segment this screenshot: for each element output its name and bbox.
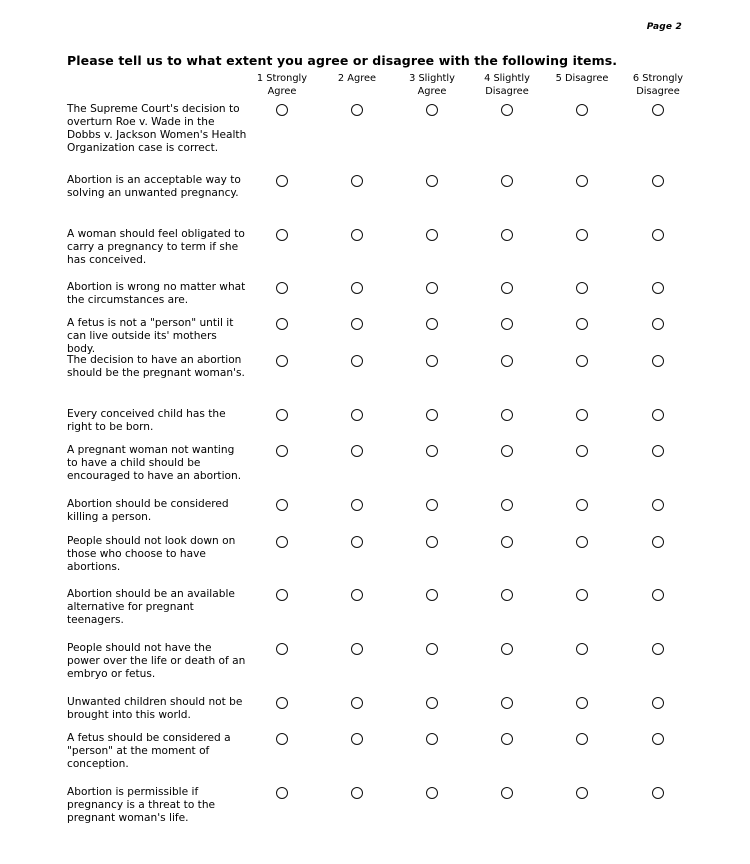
radio-item-7-option-6[interactable] bbox=[652, 409, 664, 421]
radio-item-11-option-3[interactable] bbox=[426, 589, 438, 601]
radio-item-14-option-1[interactable] bbox=[276, 733, 288, 745]
radio-item-4-option-2[interactable] bbox=[351, 282, 363, 294]
radio-item-13-option-1[interactable] bbox=[276, 697, 288, 709]
radio-item-3-option-2[interactable] bbox=[351, 229, 363, 241]
radio-item-11-option-1[interactable] bbox=[276, 589, 288, 601]
radio-item-6-option-2[interactable] bbox=[351, 355, 363, 367]
radio-item-8-option-5[interactable] bbox=[576, 445, 588, 457]
radio-item-15-option-2[interactable] bbox=[351, 787, 363, 799]
radio-item-15-option-1[interactable] bbox=[276, 787, 288, 799]
radio-item-1-option-5[interactable] bbox=[576, 104, 588, 116]
scale-option-label: Agree bbox=[417, 86, 447, 97]
radio-item-2-option-1[interactable] bbox=[276, 175, 288, 187]
item-statement-8: A pregnant woman not wanting to have a child should be encouraged to have an abortion. bbox=[67, 444, 242, 482]
radio-item-4-option-3[interactable] bbox=[426, 282, 438, 294]
radio-item-6-option-4[interactable] bbox=[501, 355, 513, 367]
radio-item-14-option-6[interactable] bbox=[652, 733, 664, 745]
radio-item-12-option-5[interactable] bbox=[576, 643, 588, 655]
item-statement-4: Abortion is wrong no matter what the circumstances are. bbox=[67, 281, 246, 306]
radio-item-13-option-2[interactable] bbox=[351, 697, 363, 709]
radio-item-1-option-1[interactable] bbox=[276, 104, 288, 116]
radio-item-14-option-5[interactable] bbox=[576, 733, 588, 745]
radio-item-3-option-3[interactable] bbox=[426, 229, 438, 241]
radio-item-15-option-6[interactable] bbox=[652, 787, 664, 799]
radio-item-10-option-4[interactable] bbox=[501, 536, 513, 548]
scale-option-header-5 bbox=[542, 72, 622, 85]
radio-item-7-option-1[interactable] bbox=[276, 409, 288, 421]
scale-option-header-1 bbox=[242, 72, 322, 98]
radio-item-1-option-2[interactable] bbox=[351, 104, 363, 116]
radio-item-2-option-2[interactable] bbox=[351, 175, 363, 187]
radio-item-3-option-5[interactable] bbox=[576, 229, 588, 241]
radio-item-6-option-3[interactable] bbox=[426, 355, 438, 367]
radio-item-12-option-1[interactable] bbox=[276, 643, 288, 655]
item-statement-11: Abortion should be an available alternative for pregnant teenagers. bbox=[67, 588, 235, 626]
scale-option-label: Disagree bbox=[485, 86, 529, 97]
radio-item-6-option-5[interactable] bbox=[576, 355, 588, 367]
radio-item-4-option-6[interactable] bbox=[652, 282, 664, 294]
radio-item-1-option-6[interactable] bbox=[652, 104, 664, 116]
item-statement-5: A fetus is not a "person" until it can live outside its' mothers body. bbox=[67, 317, 234, 355]
radio-item-9-option-5[interactable] bbox=[576, 499, 588, 511]
scale-option-label: Agree bbox=[267, 86, 297, 97]
radio-item-5-option-4[interactable] bbox=[501, 318, 513, 330]
radio-item-14-option-3[interactable] bbox=[426, 733, 438, 745]
radio-item-6-option-1[interactable] bbox=[276, 355, 288, 367]
radio-item-2-option-6[interactable] bbox=[652, 175, 664, 187]
radio-item-15-option-5[interactable] bbox=[576, 787, 588, 799]
page-number: Page 2 bbox=[646, 22, 682, 32]
item-statement-9: Abortion should be considered killing a person. bbox=[67, 498, 229, 523]
radio-item-6-option-6[interactable] bbox=[652, 355, 664, 367]
item-statement-15: Abortion is permissible if pregnancy is a threat to the pregnant woman's life. bbox=[67, 786, 216, 824]
radio-item-4-option-5[interactable] bbox=[576, 282, 588, 294]
radio-item-10-option-6[interactable] bbox=[652, 536, 664, 548]
radio-item-1-option-4[interactable] bbox=[501, 104, 513, 116]
radio-item-1-option-3[interactable] bbox=[426, 104, 438, 116]
scale-option-header-3 bbox=[392, 72, 472, 98]
radio-item-2-option-5[interactable] bbox=[576, 175, 588, 187]
radio-item-8-option-2[interactable] bbox=[351, 445, 363, 457]
item-statement-10: People should not look down on those who choose to have abortions. bbox=[67, 535, 236, 573]
item-statement-14: A fetus should be considered a "person" at the moment of conception. bbox=[67, 732, 231, 770]
item-statement-13: Unwanted children should not be brought into this world. bbox=[67, 696, 243, 721]
radio-item-3-option-4[interactable] bbox=[501, 229, 513, 241]
radio-item-9-option-4[interactable] bbox=[501, 499, 513, 511]
radio-item-7-option-5[interactable] bbox=[576, 409, 588, 421]
radio-item-5-option-6[interactable] bbox=[652, 318, 664, 330]
item-statement-7: Every conceived child has the right to be born. bbox=[67, 408, 226, 433]
radio-item-5-option-1[interactable] bbox=[276, 318, 288, 330]
radio-item-2-option-3[interactable] bbox=[426, 175, 438, 187]
item-statement-12: People should not have the power over the life or death of an embryo or fetus. bbox=[67, 642, 246, 680]
item-statement-2: Abortion is an acceptable way to solving an unwanted pregnancy. bbox=[67, 174, 241, 199]
radio-item-12-option-4[interactable] bbox=[501, 643, 513, 655]
radio-item-14-option-4[interactable] bbox=[501, 733, 513, 745]
radio-item-5-option-2[interactable] bbox=[351, 318, 363, 330]
radio-item-13-option-6[interactable] bbox=[652, 697, 664, 709]
radio-item-8-option-4[interactable] bbox=[501, 445, 513, 457]
radio-item-9-option-1[interactable] bbox=[276, 499, 288, 511]
radio-item-9-option-6[interactable] bbox=[652, 499, 664, 511]
radio-item-15-option-3[interactable] bbox=[426, 787, 438, 799]
radio-item-9-option-2[interactable] bbox=[351, 499, 363, 511]
scale-option-header-2 bbox=[317, 72, 397, 85]
radio-item-2-option-4[interactable] bbox=[501, 175, 513, 187]
radio-item-10-option-5[interactable] bbox=[576, 536, 588, 548]
scale-option-header-4 bbox=[467, 72, 547, 98]
scale-option-number: 1 Strongly bbox=[256, 73, 308, 84]
radio-item-4-option-1[interactable] bbox=[276, 282, 288, 294]
radio-item-5-option-3[interactable] bbox=[426, 318, 438, 330]
scale-option-label: Disagree bbox=[636, 86, 680, 97]
radio-item-7-option-4[interactable] bbox=[501, 409, 513, 421]
radio-item-10-option-1[interactable] bbox=[276, 536, 288, 548]
radio-item-5-option-5[interactable] bbox=[576, 318, 588, 330]
item-statement-3: A woman should feel obligated to carry a pregnancy to term if she has conceived. bbox=[67, 228, 245, 266]
radio-item-10-option-3[interactable] bbox=[426, 536, 438, 548]
radio-item-3-option-6[interactable] bbox=[652, 229, 664, 241]
scale-option-number: 6 Strongly bbox=[632, 73, 684, 84]
radio-item-9-option-3[interactable] bbox=[426, 499, 438, 511]
radio-item-7-option-3[interactable] bbox=[426, 409, 438, 421]
radio-item-11-option-4[interactable] bbox=[501, 589, 513, 601]
radio-item-12-option-3[interactable] bbox=[426, 643, 438, 655]
scale-option-number: 4 Slightly bbox=[484, 73, 530, 84]
radio-item-14-option-2[interactable] bbox=[351, 733, 363, 745]
item-statement-1: The Supreme Court's decision to overturn Roe v. Wade in the Dobbs v. Jackson Women's Health Organization case is correct. bbox=[67, 103, 247, 154]
radio-item-12-option-2[interactable] bbox=[351, 643, 363, 655]
scale-option-header-6 bbox=[618, 72, 698, 98]
radio-item-12-option-6[interactable] bbox=[652, 643, 664, 655]
radio-item-13-option-5[interactable] bbox=[576, 697, 588, 709]
radio-item-13-option-4[interactable] bbox=[501, 697, 513, 709]
item-statement-6: The decision to have an abortion should be the pregnant woman's. bbox=[67, 354, 245, 379]
scale-option-number: 5 Disagree bbox=[555, 73, 609, 84]
radio-item-13-option-3[interactable] bbox=[426, 697, 438, 709]
radio-item-8-option-3[interactable] bbox=[426, 445, 438, 457]
radio-item-10-option-2[interactable] bbox=[351, 536, 363, 548]
radio-item-11-option-6[interactable] bbox=[652, 589, 664, 601]
radio-item-3-option-1[interactable] bbox=[276, 229, 288, 241]
radio-item-11-option-5[interactable] bbox=[576, 589, 588, 601]
radio-item-8-option-6[interactable] bbox=[652, 445, 664, 457]
radio-item-7-option-2[interactable] bbox=[351, 409, 363, 421]
radio-item-4-option-4[interactable] bbox=[501, 282, 513, 294]
survey-instruction: Please tell us to what extent you agree or disagree with the following items. bbox=[67, 53, 618, 68]
scale-option-number: 2 Agree bbox=[337, 73, 377, 84]
scale-option-number: 3 Slightly bbox=[409, 73, 455, 84]
radio-item-15-option-4[interactable] bbox=[501, 787, 513, 799]
radio-item-11-option-2[interactable] bbox=[351, 589, 363, 601]
radio-item-8-option-1[interactable] bbox=[276, 445, 288, 457]
